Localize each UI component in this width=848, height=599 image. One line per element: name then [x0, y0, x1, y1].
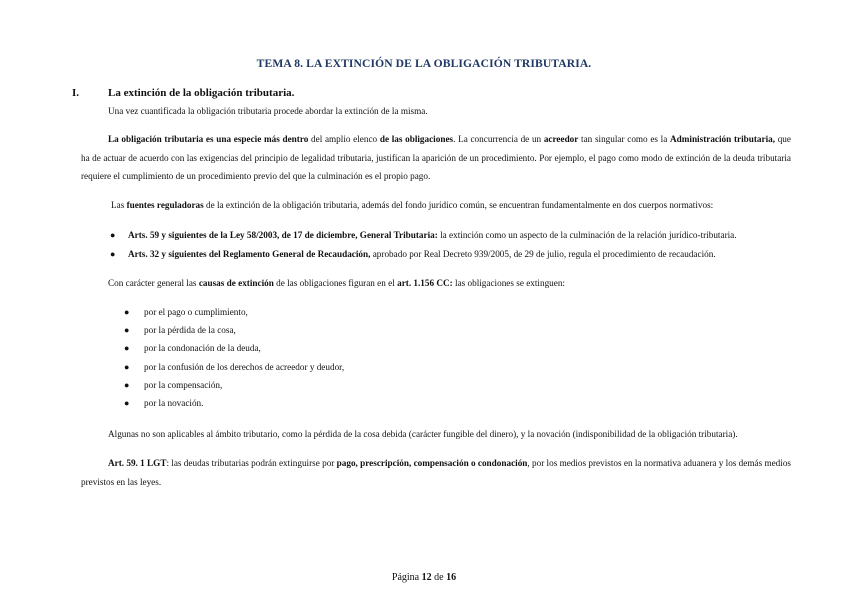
causes-bold-1: causas de extinción [198, 278, 274, 288]
source-item-text: la extinción como un aspecto de la culminación de la relación jurídico-tributaria. [437, 230, 737, 240]
intro-paragraph: Una vez cuantificada la obligación tributaria procede abordar la extinción de la misma. [108, 106, 428, 116]
source-item-bold: Arts. 32 y siguientes del Reglamento General de Recaudación, [128, 249, 371, 259]
bullet-icon: ● [110, 249, 116, 259]
bullet-icon: ● [124, 325, 130, 335]
cause-item: por el pago o cumplimiento, [144, 307, 248, 317]
nature-bold-4: Administración tributaria, [670, 134, 776, 144]
lgt-text-2: , por los medios previstos en la normativa aduanera y los demás medios previstos en las leyes. [81, 458, 791, 487]
bullet-icon: ● [124, 380, 130, 390]
source-item-bold: Arts. 59 y siguientes de la Ley 58/2003, de 17 de diciembre, General Tributaria: [128, 230, 438, 240]
footer-page-number: 12 [421, 572, 432, 583]
source-item-text: aprobado por Real Decreto 939/2005, de 29 de julio, regula el procedimiento de recaudación. [370, 249, 716, 259]
nature-paragraph [81, 130, 791, 186]
nature-text-4: que ha de actuar de acuerdo con las exigencias del principio de legalidad tributaria, justifican la aparición de un procedimiento. Por ejemplo, el pago como modo de extinción de la deuda tributaria requiere el cumplimiento de un procedimiento previo del que la culminación es el propio pago. [81, 134, 791, 181]
cause-item: por la compensación, [144, 380, 223, 390]
source-item [128, 229, 737, 241]
causes-text-1: Con carácter general las [108, 278, 199, 288]
lgt-paragraph [81, 454, 791, 491]
sources-bold: fuentes reguladoras [126, 200, 204, 210]
bullet-icon: ● [124, 307, 130, 317]
causes-bold-2: art. 1.156 CC: [397, 278, 453, 288]
bullet-icon: ● [110, 230, 116, 240]
section-number: I. [72, 87, 80, 99]
bullet-icon: ● [124, 362, 130, 372]
sources-text-1: Las [111, 200, 127, 210]
footer-page-total: 16 [446, 572, 457, 583]
causes-text-2: de las obligaciones figuran en el [273, 278, 398, 288]
applicability-paragraph: Algunas no son aplicables al ámbito tributario, como la pérdida de la cosa debida (carácter fungible del dinero), y la novación (indisponibilidad de la obligación tributaria). [108, 429, 738, 439]
nature-text-2: . La concurrencia de un [453, 134, 544, 144]
nature-bold-2: de las obligaciones [379, 134, 454, 144]
causes-text-3: las obligaciones se extinguen: [452, 278, 565, 288]
cause-item: por la confusión de los derechos de acreedor y deudor, [144, 362, 345, 372]
footer-label: Página [391, 572, 420, 583]
nature-text-1: del amplio elenco [308, 134, 380, 144]
document-title: TEMA 8. LA EXTINCIÓN DE LA OBLIGACIÓN TRIBUTARIA. [256, 57, 592, 70]
nature-bold-3: acreedor [543, 134, 579, 144]
lgt-bold-2: pago, prescripción, compensación o condonación [336, 458, 528, 468]
footer-separator: de [434, 572, 444, 583]
page-footer [0, 572, 848, 583]
causes-intro-paragraph [108, 274, 565, 293]
sources-intro-paragraph [111, 196, 713, 215]
bullet-icon: ● [124, 398, 130, 408]
cause-item: por la pérdida de la cosa, [144, 325, 236, 335]
lgt-bold-1: Art. 59. 1 LGT [108, 458, 167, 468]
section-heading: La extinción de la obligación tributaria. [108, 87, 295, 99]
cause-item: por la condonación de la deuda, [144, 343, 261, 353]
bullet-icon: ● [124, 343, 130, 353]
source-item [128, 248, 716, 260]
lgt-text-1: : las deudas tributarias podrán extinguirse por [166, 458, 337, 468]
sources-text-2: de la extinción de la obligación tributaria, además del fondo jurídico común, se encuentran fundamentalmente en dos cuerpos normativos: [203, 200, 714, 210]
nature-text-3: tan singular como es la [578, 134, 670, 144]
cause-item: por la novación. [144, 398, 204, 408]
nature-bold-1: La obligación tributaria es una especie más dentro [108, 134, 309, 144]
